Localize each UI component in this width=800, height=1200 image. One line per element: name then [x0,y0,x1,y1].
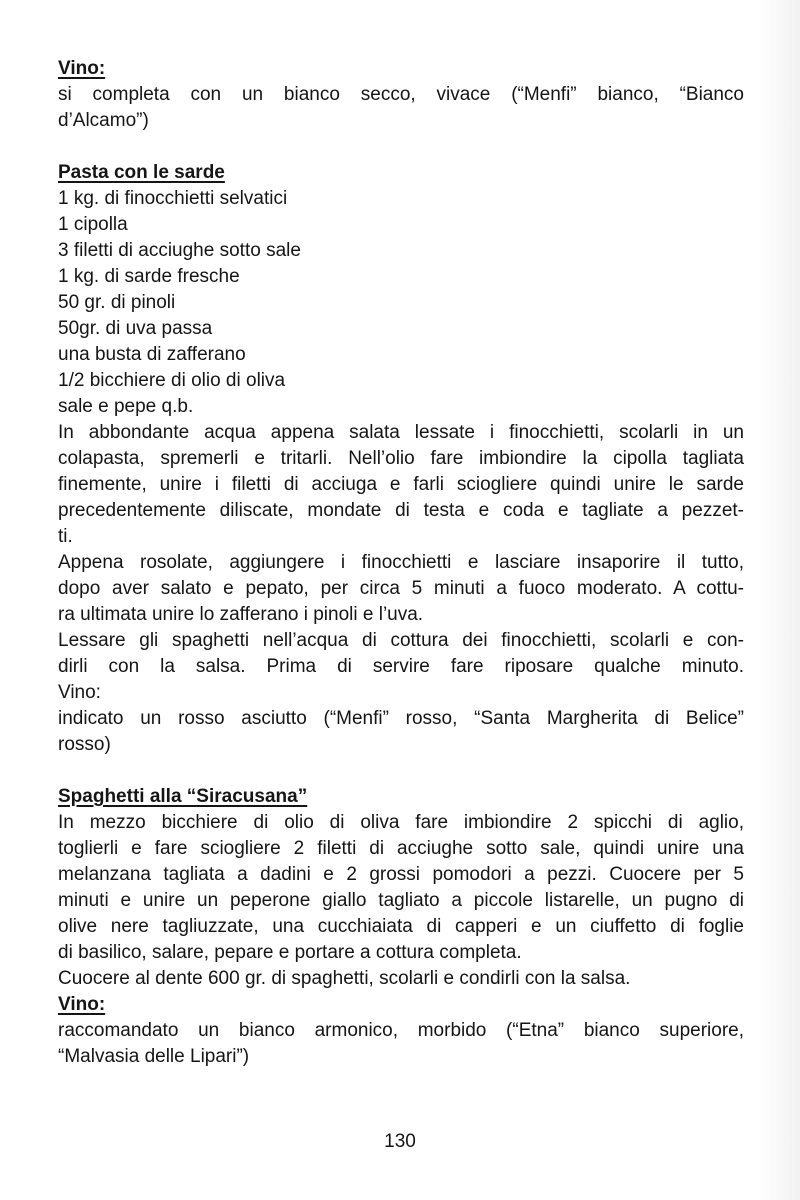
text-line: dirli con la salsa. Prima di servire fare riposare qualche minuto. [58,656,744,677]
ingredient-item: 1 cipolla [58,214,128,235]
text-line: minuti e unire un peperone giallo tagliato a piccole listarelle, un pugno di [58,890,744,911]
section-wine-intro [58,56,744,134]
text-line: ra ultimata unire lo zafferano i pinoli e l’uva. [58,604,424,625]
text-line: “Malvasia delle Lipari”) [58,1046,250,1067]
text-line: toglierli e fare sciogliere 2 filetti di acciughe sotto sale, quindi unire una [58,838,744,859]
text-line: Lessare gli spaghetti nell’acqua di cottura dei finocchietti, scolarli e con- [58,630,744,651]
recipe-title: Pasta con le sarde [58,162,225,183]
text-line: In mezzo bicchiere di olio di oliva fare imbiondire 2 spicchi di aglio, [58,812,744,833]
page-number: 130 [384,1131,416,1152]
recipe-spaghetti-siracusana [58,784,744,1070]
recipe-pasta-con-le-sarde [58,160,744,758]
recipe-title: Spaghetti alla “Siracusana” [58,786,308,807]
text-line: finemente, unire i filetti di acciuga e farli sciogliere quindi unire le sarde [58,474,744,495]
ingredient-item: 1/2 bicchiere di olio di oliva [58,370,286,391]
text-line: raccomandato un bianco armonico, morbido (“Etna” bianco superiore, [58,1020,744,1041]
text-line: indicato un rosso asciutto (“Menfi” rosso, “Santa Margherita di Belice” [58,708,744,729]
ingredient-item: 50gr. di uva passa [58,318,213,339]
text-line: precedentemente diliscate, mondate di testa e coda e tagliate a pezzet- [58,500,744,521]
text-line: colapasta, spremerli e tritarli. Nell’olio fare imbiondire la cipolla tagliata [58,448,744,469]
instruction-paragraph [58,420,744,550]
text-line: Appena rosolate, aggiungere i finocchietti e lasciare insaporire il tutto, [58,552,744,573]
instruction-paragraph [58,810,744,966]
text-line: rosso) [58,734,111,755]
text-line: di basilico, salare, pepare e portare a cottura completa. [58,942,522,963]
wine-label: Vino: [58,682,101,703]
ingredient-item: 1 kg. di finocchietti selvatici [58,188,288,209]
text-line: In abbondante acqua appena salata lessate i finocchietti, scolarli in un [58,422,744,443]
wine-heading: Vino: [58,994,106,1015]
ingredient-item: 3 filetti di acciughe sotto sale [58,240,301,261]
ingredient-list [58,186,744,420]
ingredient-item: sale e pepe q.b. [58,396,194,417]
text-line: si completa con un bianco secco, vivace (“Menfi” bianco, “Bianco [58,84,744,105]
text-line: melanzana tagliata a dadini e 2 grossi pomodori a pezzi. Cuocere per 5 [58,864,744,885]
instruction-paragraph [58,550,744,628]
text-line: olive nere tagliuzzate, una cucchiaiata di capperi e un ciuffetto di foglie [58,916,744,937]
page-content [58,56,744,1070]
text-line: dopo aver salato e pepato, per circa 5 minuti a fuoco moderato. A cottu- [58,578,744,599]
wine-heading: Vino: [58,58,106,79]
text-line: Cuocere al dente 600 gr. di spaghetti, scolarli e condirli con la salsa. [58,968,631,989]
instruction-paragraph [58,628,744,680]
text-line: ti. [58,526,73,547]
ingredient-item: 50 gr. di pinoli [58,292,176,313]
page-edge-shadow [758,0,800,1200]
ingredient-item: 1 kg. di sarde fresche [58,266,240,287]
text-line: d’Alcamo”) [58,110,149,131]
ingredient-item: una busta di zafferano [58,344,246,365]
